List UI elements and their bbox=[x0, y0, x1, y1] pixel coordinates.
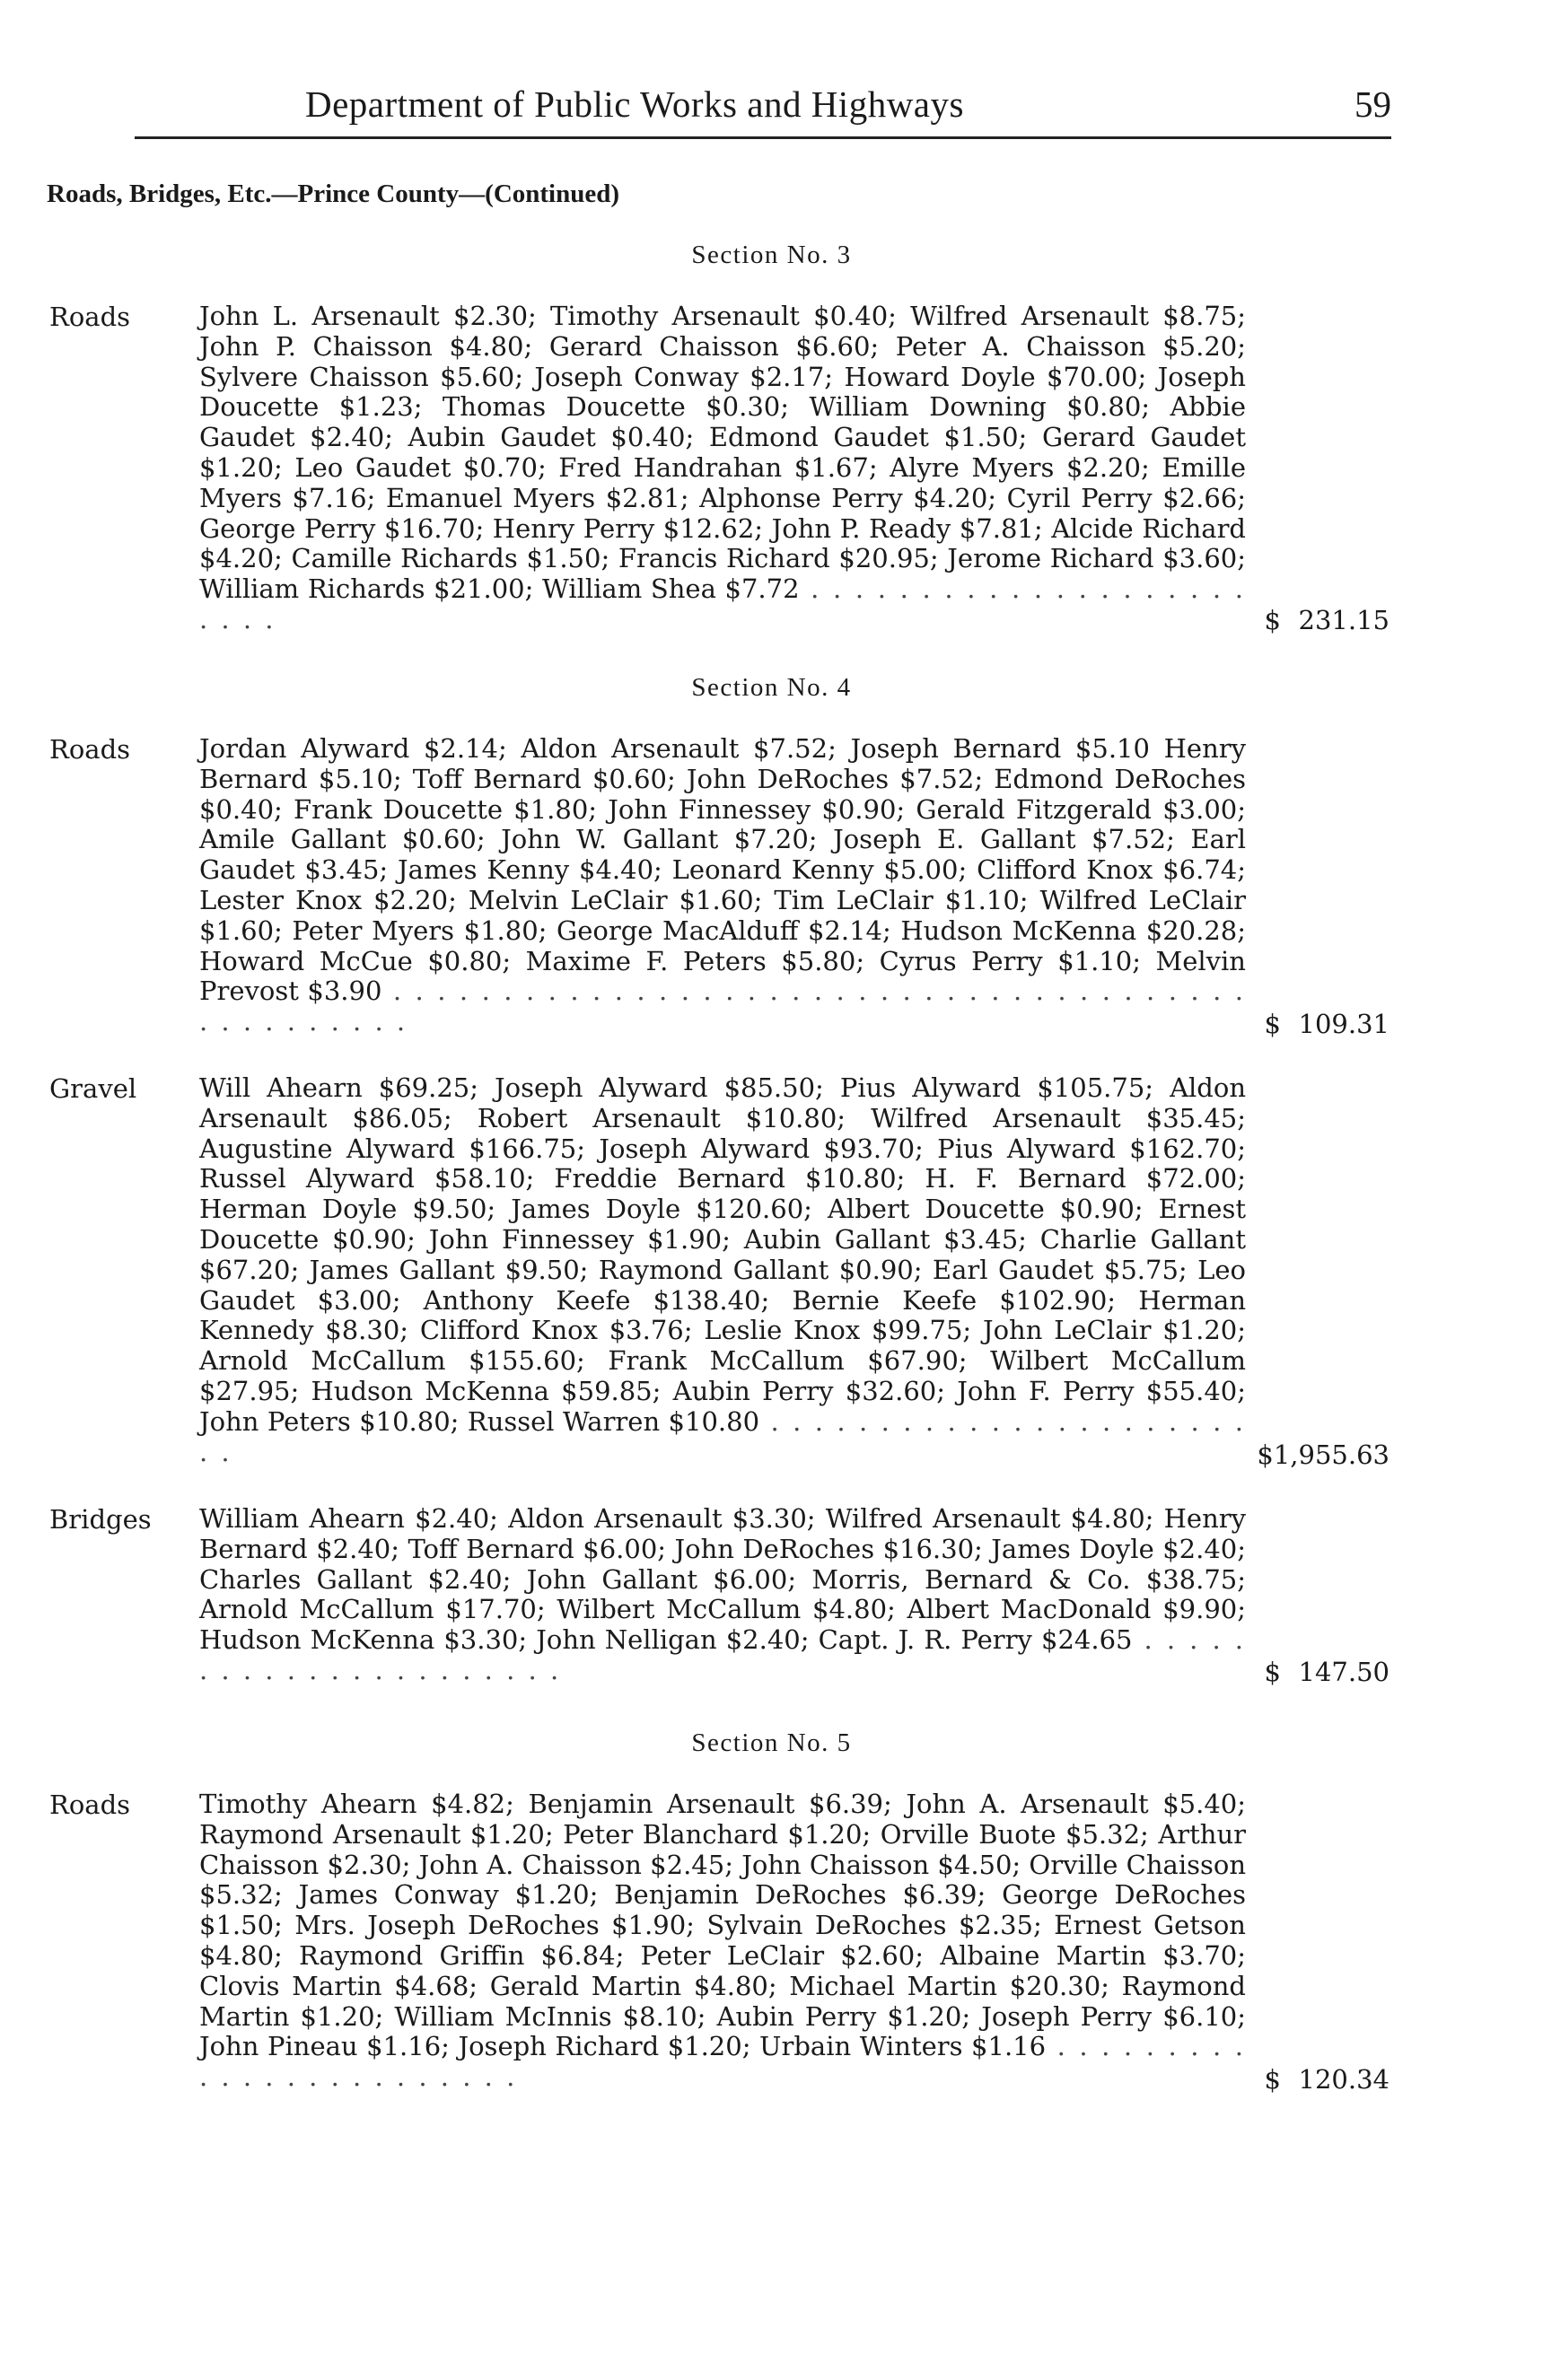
dot-leader: . . . . . . . . . . . . . . . . . . . . . . bbox=[199, 1624, 1246, 1685]
dot-leader: . . . . . . . . . . . . . . . . . . . . . . . . bbox=[199, 2031, 1246, 2093]
dollar-sign: $ bbox=[1264, 2064, 1281, 2095]
dot-leader: . . . . . . . . . . . . . . . . . . . . . . . . bbox=[199, 1405, 1246, 1467]
section-heading: Section No. 5 bbox=[691, 1728, 852, 1757]
section-heading: Section No. 4 bbox=[691, 673, 852, 702]
dot-leader: . . . . . . . . . . . . . . . . . . . . . . . . . . . . . . . . . . . . . . . . . . . . . . . . . bbox=[199, 976, 1246, 1037]
entry-label: Gravel bbox=[49, 1073, 137, 1104]
entry-label: Roads bbox=[49, 1789, 131, 1820]
entry-amount bbox=[1265, 605, 1390, 635]
entry-amount-value: 147.50 bbox=[1298, 1657, 1390, 1687]
entry-names: William Ahearn $2.40; Aldon Arsenault $3.30; Wilfred Arsenault $4.80; Henry Bernard $2.40; Toff Bernard $6.00; John DeRoches $16.30; James Doyle $2.40; Charles Gallant $2.40; John Gallant $6.00; Morris, Bernard & Co. $38.75; Arnold McCallum $17.70; Wilbert McCallum $4.80; Albert MacDonald $9.90; Hudson McKenna $3.30; John Nelligan $2.40; Capt. J. R. Perry $24.65 bbox=[199, 1503, 1246, 1656]
entry-names: John L. Arsenault $2.30; Timothy Arsenault $0.40; Wilfred Arsenault $8.75; John P. Chaisson $4.80; Gerard Chaisson $6.60; Peter A. Chaisson $5.20; Sylvere Chaisson $5.60; Joseph Conway $2.17; Howard Doyle $70.00; Joseph Doucette $1.23; Thomas Doucette $0.30; William Downing $0.80; Abbie Gaudet $2.40; Aubin Gaudet $0.40; Edmond Gaudet $1.50; Gerard Gaudet $1.20; Leo Gaudet $0.70; Fred Handrahan $1.67; Alyre Myers $2.20; Emille Myers $7.16; Emanuel Myers $2.81; Alphonse Perry $4.20; Cyril Perry $2.66; George Perry $16.70; Henry Perry $12.62; John P. Ready $7.81; Alcide Richard $4.20; Camille Richards $1.50; Francis Richard $20.95; Jerome Richard $3.60; William Richards $21.00; William Shea $7.72 bbox=[199, 301, 1246, 605]
entry-amount bbox=[1265, 1009, 1390, 1039]
running-header bbox=[135, 83, 1391, 136]
entry-names: Jordan Alyward $2.14; Aldon Arsenault $7.52; Joseph Bernard $5.10 Henry Bernard $5.10; Toff Bernard $0.60; John DeRoches $7.52; Edmond DeRoches $0.40; Frank Doucette $1.80; John Finnessey $0.90; Gerald Fitzgerald $3.00; Amile Gallant $0.60; John W. Gallant $7.20; Joseph E. Gallant $7.52; Earl Gaudet $3.45; James Kenny $4.40; Leonard Kenny $5.00; Clifford Knox $6.74; Lester Knox $2.20; Melvin LeClair $1.60; Tim LeClair $1.10; Wilfred LeClair $1.60; Peter Myers $1.80; George MacAlduff $2.14; Hudson McKenna $20.28; Howard McCue $0.80; Maxime F. Peters $5.80; Cyrus Perry $1.10; Melvin Prevost $3.90 bbox=[199, 733, 1246, 1007]
entry-names: Will Ahearn $69.25; Joseph Alyward $85.50; Pius Alyward $105.75; Aldon Arsenault $86.05; Robert Arsenault $10.80; Wilfred Arsenault $35.45; Augustine Alyward $166.75; Joseph Alyward $93.70; Pius Alyward $162.70; Russel Alyward $58.10; Freddie Bernard $10.80; H. F. Bernard $72.00; Herman Doyle $9.50; James Doyle $120.60; Albert Doucette $0.90; Ernest Doucette $0.90; John Finnessey $1.90; Aubin Gallant $3.45; Charlie Gallant $67.20; James Gallant $9.50; Raymond Gallant $0.90; Earl Gaudet $5.75; Leo Gaudet $3.00; Anthony Keefe $138.40; Bernie Keefe $102.90; Herman Kennedy $8.30; Clifford Knox $3.76; Leslie Knox $99.75; John LeClair $1.20; Arnold McCallum $155.60; Frank McCallum $67.90; Wilbert McCallum $27.95; Hudson McKenna $59.85; Aubin Perry $32.60; John F. Perry $55.40; John Peters $10.80; Russel Warren $10.80 bbox=[199, 1072, 1246, 1437]
dollar-sign: $ bbox=[1264, 1009, 1281, 1039]
header-rule bbox=[135, 136, 1391, 139]
entry-amount: $1,955.63 bbox=[1257, 1439, 1390, 1470]
entry-names: Timothy Ahearn $4.82; Benjamin Arsenault $6.39; John A. Arsenault $5.40; Raymond Arsenault $1.20; Peter Blanchard $1.20; Orville Buote $5.32; Arthur Chaisson $2.30; John A. Chaisson $2.45; John Chaisson $4.50; Orville Chaisson $5.32; James Conway $1.20; Benjamin DeRoches $6.39; George DeRoches $1.50; Mrs. Joseph DeRoches $1.90; Sylvain DeRoches $2.35; Ernest Getson $4.80; Raymond Griffin $6.84; Peter LeClair $2.60; Albaine Martin $3.70; Clovis Martin $4.68; Gerald Martin $4.80; Michael Martin $20.30; Raymond Martin $1.20; William McInnis $8.10; Aubin Perry $1.20; Joseph Perry $6.10; John Pineau $1.16; Joseph Richard $1.20; Urbain Winters $1.16 bbox=[199, 1789, 1246, 2062]
entry-text bbox=[199, 1504, 1246, 1686]
entry-amount bbox=[1265, 2064, 1390, 2095]
entry-amount-value: 109.31 bbox=[1298, 1009, 1390, 1039]
continued-heading: Roads, Bridges, Etc.—Prince County—(Continued) bbox=[47, 179, 620, 208]
section-heading: Section No. 3 bbox=[691, 241, 852, 269]
entry-text bbox=[199, 1789, 1246, 2093]
dollar-sign: $ bbox=[1264, 1657, 1281, 1687]
entry-text bbox=[199, 1073, 1246, 1467]
page-number: 59 bbox=[1355, 83, 1391, 125]
entry-label: Bridges bbox=[49, 1504, 152, 1535]
dot-leader: . . . . . . . . . . . . . . . . . . . . . . . . bbox=[199, 573, 1246, 634]
header-title: Department of Public Works and Highways bbox=[305, 83, 964, 125]
entry-text bbox=[199, 734, 1246, 1037]
entry-text bbox=[199, 302, 1246, 635]
entry-label: Roads bbox=[49, 302, 131, 332]
entry-amount-value: 120.34 bbox=[1298, 2064, 1390, 2095]
entry-amount-value: 231.15 bbox=[1298, 605, 1390, 635]
dollar-sign: $ bbox=[1264, 605, 1281, 635]
entry-amount bbox=[1265, 1657, 1390, 1687]
entry-label: Roads bbox=[49, 734, 131, 765]
